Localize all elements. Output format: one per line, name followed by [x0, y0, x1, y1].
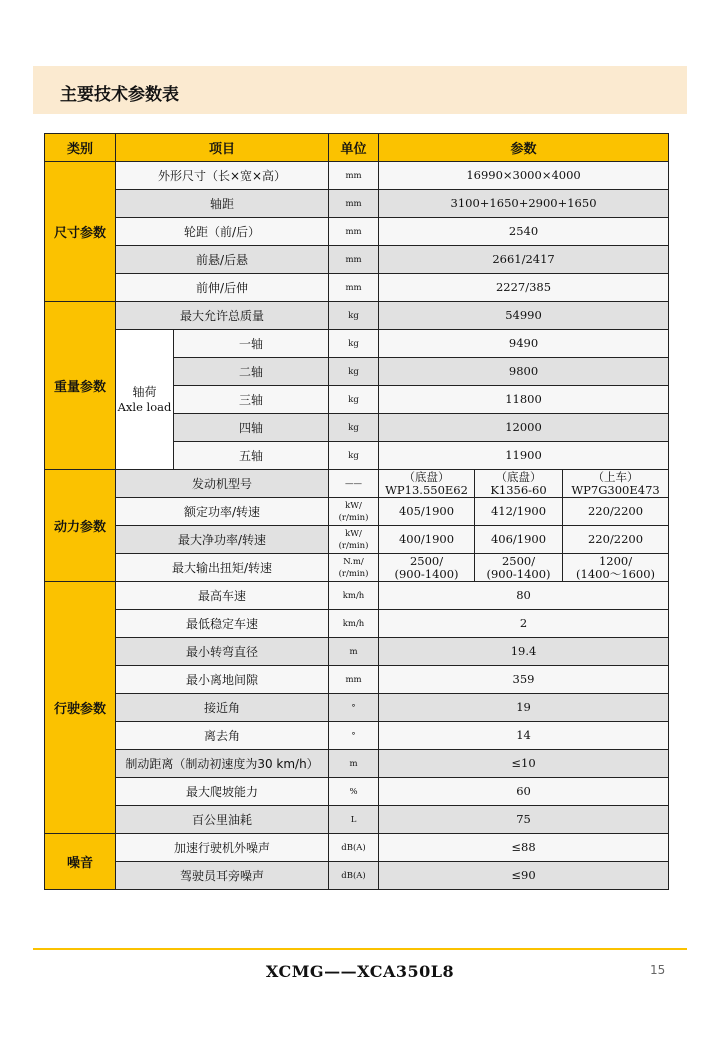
table-row	[45, 638, 669, 666]
unit-cell: kg	[329, 330, 379, 358]
value-cell: 2540	[379, 218, 669, 246]
value-cell	[563, 554, 669, 582]
category-dimension: 尺寸参数	[45, 162, 116, 302]
table-row	[45, 218, 669, 246]
unit-cell: mm	[329, 162, 379, 190]
item-cell: 轴距	[116, 190, 329, 218]
page-number: 15	[650, 963, 666, 977]
value-cell: 75	[379, 806, 669, 834]
header-unit: 单位	[329, 134, 379, 162]
table-row	[45, 554, 669, 582]
item-cell: 三轴	[174, 386, 329, 414]
table-row	[45, 190, 669, 218]
item-cell: 制动距离（制动初速度为30 km/h）	[116, 750, 329, 778]
value-cell: 359	[379, 666, 669, 694]
table-row	[45, 470, 669, 498]
table-row	[45, 274, 669, 302]
value-cell: 19	[379, 694, 669, 722]
value-cell	[379, 554, 475, 582]
table-row	[45, 666, 669, 694]
value-line: K1356-60	[490, 482, 547, 497]
item-cell: 前伸/后伸	[116, 274, 329, 302]
item-cell: 百公里油耗	[116, 806, 329, 834]
value-cell: 80	[379, 582, 669, 610]
unit-cell: m	[329, 638, 379, 666]
footer-model-title: XCMG——XCA350L8	[265, 962, 455, 981]
value-cell: 54990	[379, 302, 669, 330]
item-cell: 最小转弯直径	[116, 638, 329, 666]
value-line: 1200/	[598, 553, 633, 568]
table-row	[45, 610, 669, 638]
item-cell: 二轴	[174, 358, 329, 386]
value-cell: 220/2200	[563, 498, 669, 526]
item-cell: 发动机型号	[116, 470, 329, 498]
spec-table	[44, 133, 669, 890]
value-cell: ≤88	[379, 834, 669, 862]
value-cell: 220/2200	[563, 526, 669, 554]
table-row	[45, 834, 669, 862]
item-cell: 外形尺寸（长×宽×高）	[116, 162, 329, 190]
unit-line: (r/min)	[338, 540, 369, 551]
table-row	[45, 582, 669, 610]
unit-cell: dB(A)	[329, 862, 379, 890]
item-cell: 加速行驶机外噪声	[116, 834, 329, 862]
unit-cell	[329, 554, 379, 582]
value-cell: 60	[379, 778, 669, 806]
unit-line: kW/	[345, 528, 362, 539]
unit-cell: m	[329, 750, 379, 778]
unit-cell: ——	[329, 470, 379, 498]
header-item: 项目	[116, 134, 329, 162]
item-cell: 最大允许总质量	[116, 302, 329, 330]
unit-cell: dB(A)	[329, 834, 379, 862]
unit-cell	[329, 526, 379, 554]
unit-cell: °	[329, 694, 379, 722]
item-cell: 最低稳定车速	[116, 610, 329, 638]
item-cell: 最大净功率/转速	[116, 526, 329, 554]
value-line: （底盘）	[403, 469, 450, 484]
value-cell: 400/1900	[379, 526, 475, 554]
unit-line: (r/min)	[338, 568, 369, 579]
value-cell: 2661/2417	[379, 246, 669, 274]
unit-cell: kg	[329, 302, 379, 330]
table-row	[45, 498, 669, 526]
item-cell: 最大输出扭矩/转速	[116, 554, 329, 582]
value-line: WP7G300E473	[571, 482, 660, 497]
axle-load-label-en: Axle load	[117, 399, 172, 414]
value-cell: 11900	[379, 442, 669, 470]
table-row	[45, 750, 669, 778]
table-row	[45, 162, 669, 190]
unit-cell: mm	[329, 274, 379, 302]
item-cell: 额定功率/转速	[116, 498, 329, 526]
axle-load-label-cn: 轴荷	[132, 384, 157, 399]
value-cell: 14	[379, 722, 669, 750]
value-cell: 406/1900	[475, 526, 563, 554]
table-row	[45, 694, 669, 722]
item-cell: 最高车速	[116, 582, 329, 610]
table-row	[45, 862, 669, 890]
item-cell: 接近角	[116, 694, 329, 722]
value-line: 2500/	[501, 553, 536, 568]
value-cell: 16990×3000×4000	[379, 162, 669, 190]
axle-load-label	[116, 330, 174, 470]
item-cell: 五轴	[174, 442, 329, 470]
value-cell: 9800	[379, 358, 669, 386]
footer-divider	[33, 948, 687, 950]
value-cell: ≤10	[379, 750, 669, 778]
value-cell: 2227/385	[379, 274, 669, 302]
value-cell: 412/1900	[475, 498, 563, 526]
value-cell: 9490	[379, 330, 669, 358]
value-line: (900-1400)	[394, 566, 459, 581]
table-row	[45, 778, 669, 806]
value-line: WP13.550E62	[385, 482, 468, 497]
unit-cell: mm	[329, 666, 379, 694]
unit-line: kW/	[345, 500, 362, 511]
unit-line: N.m/	[343, 556, 364, 567]
unit-cell: mm	[329, 190, 379, 218]
value-line: 2500/	[409, 553, 444, 568]
value-cell	[475, 554, 563, 582]
table-row	[45, 722, 669, 750]
table-row	[45, 806, 669, 834]
table-row	[45, 330, 669, 358]
value-cell: 11800	[379, 386, 669, 414]
value-cell: 405/1900	[379, 498, 475, 526]
unit-cell: %	[329, 778, 379, 806]
category-weight: 重量参数	[45, 302, 116, 470]
item-cell: 一轴	[174, 330, 329, 358]
value-line: (900-1400)	[486, 566, 551, 581]
category-noise: 噪音	[45, 834, 116, 890]
unit-line: (r/min)	[338, 512, 369, 523]
value-cell	[379, 470, 475, 498]
table-header-row	[45, 134, 669, 162]
unit-cell: mm	[329, 218, 379, 246]
value-line: （上车）	[592, 469, 639, 484]
value-cell	[475, 470, 563, 498]
category-power: 动力参数	[45, 470, 116, 582]
unit-cell	[329, 498, 379, 526]
unit-cell: km/h	[329, 610, 379, 638]
unit-cell: kg	[329, 414, 379, 442]
unit-cell: km/h	[329, 582, 379, 610]
item-cell: 前悬/后悬	[116, 246, 329, 274]
value-line: （底盘）	[495, 469, 542, 484]
item-cell: 驾驶员耳旁噪声	[116, 862, 329, 890]
table-row	[45, 246, 669, 274]
value-cell: ≤90	[379, 862, 669, 890]
unit-cell: kg	[329, 442, 379, 470]
table-row	[45, 302, 669, 330]
table-row	[45, 526, 669, 554]
unit-cell: °	[329, 722, 379, 750]
value-cell: 2	[379, 610, 669, 638]
unit-cell: kg	[329, 358, 379, 386]
unit-cell: mm	[329, 246, 379, 274]
value-cell: 19.4	[379, 638, 669, 666]
value-cell	[563, 470, 669, 498]
value-cell: 3100+1650+2900+1650	[379, 190, 669, 218]
item-cell: 最小离地间隙	[116, 666, 329, 694]
unit-cell: kg	[329, 386, 379, 414]
unit-cell: L	[329, 806, 379, 834]
item-cell: 轮距（前/后）	[116, 218, 329, 246]
item-cell: 四轴	[174, 414, 329, 442]
item-cell: 最大爬坡能力	[116, 778, 329, 806]
header-parameter: 参数	[379, 134, 669, 162]
section-title: 主要技术参数表	[60, 85, 179, 105]
value-line: (1400～1600)	[576, 566, 656, 581]
item-cell: 离去角	[116, 722, 329, 750]
category-driving: 行驶参数	[45, 582, 116, 834]
header-category: 类别	[45, 134, 116, 162]
value-cell: 12000	[379, 414, 669, 442]
